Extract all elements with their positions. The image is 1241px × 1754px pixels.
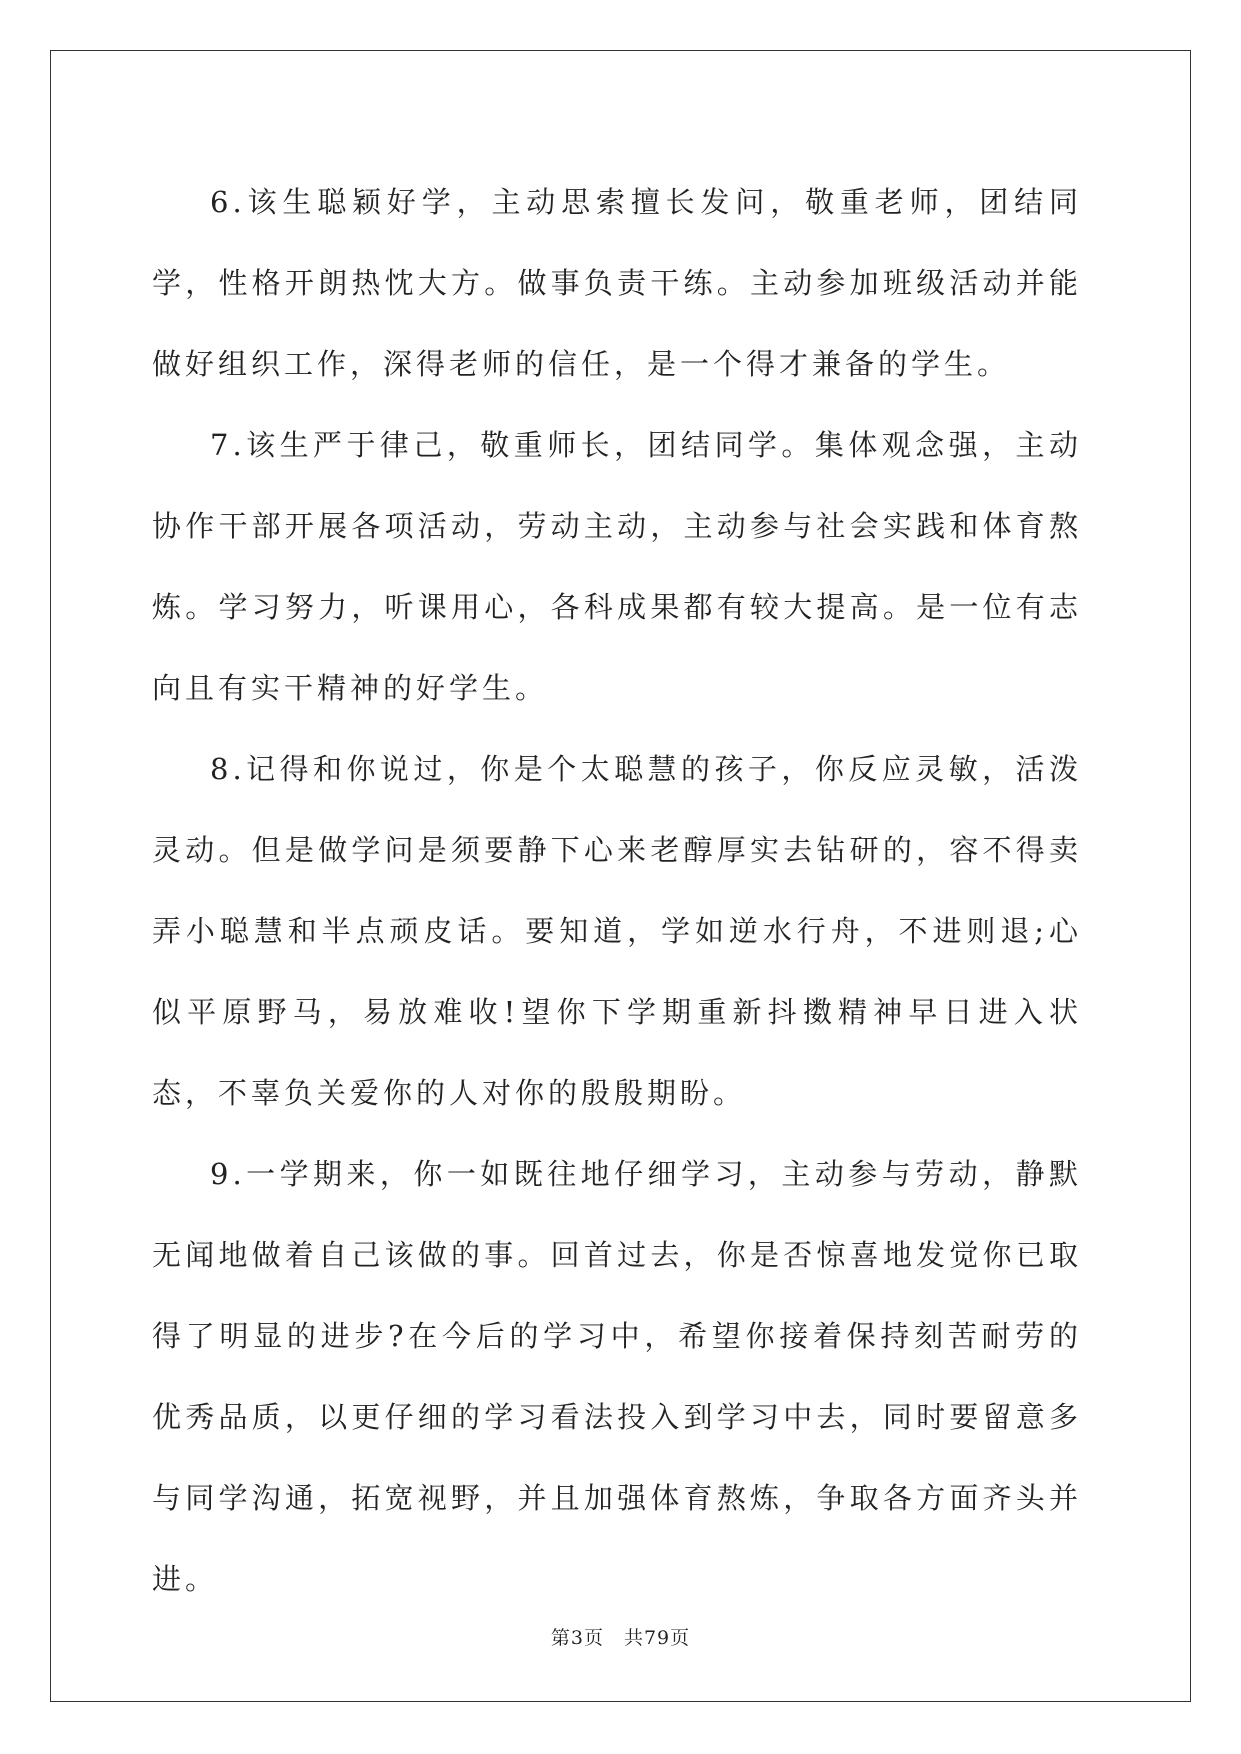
- paragraph-8: 8.记得和你说过，你是个太聪慧的孩子，你反应灵敏，活泼灵动。但是做学问是须要静下心来老醇厚实去钻研的，容不得卖弄小聪慧和半点顽皮话。要知道，学如逆水行舟，不进则退;心似平原野马，易放难收!望你下学期重新抖擞精神早日进入状态，不辜负关爱你的人对你的殷殷期盼。: [152, 752, 1082, 1110]
- total-page-count: 共79页: [623, 1627, 691, 1649]
- page-footer: [0, 1623, 1241, 1650]
- current-page-number: 第3页: [550, 1627, 604, 1649]
- paragraph-7: 7.该生严于律己，敬重师长，团结同学。集体观念强，主动协作干部开展各项活动，劳动主动，主动参与社会实践和体育熬炼。学习努力，听课用心，各科成果都有较大提高。是一位有志向且有实干精神的好学生。: [152, 428, 1082, 705]
- paragraph-6: 6.该生聪颖好学，主动思索擅长发问，敬重老师，团结同学，性格开朗热忱大方。做事负责干练。主动参加班级活动并能做好组织工作，深得老师的信任，是一个得才兼备的学生。: [152, 185, 1082, 381]
- paragraph-9: 9.一学期来，你一如既往地仔细学习，主动参与劳动，静默无闻地做着自己该做的事。回首过去，你是否惊喜地发觉你已取得了明显的进步?在今后的学习中，希望你接着保持刻苦耐劳的优秀品质，以更仔细的学习看法投入到学习中去，同时要留意多与同学沟通，拓宽视野，并且加强体育熬炼，争取各方面齐头并进。: [152, 1157, 1082, 1596]
- document-body: [152, 162, 1082, 1620]
